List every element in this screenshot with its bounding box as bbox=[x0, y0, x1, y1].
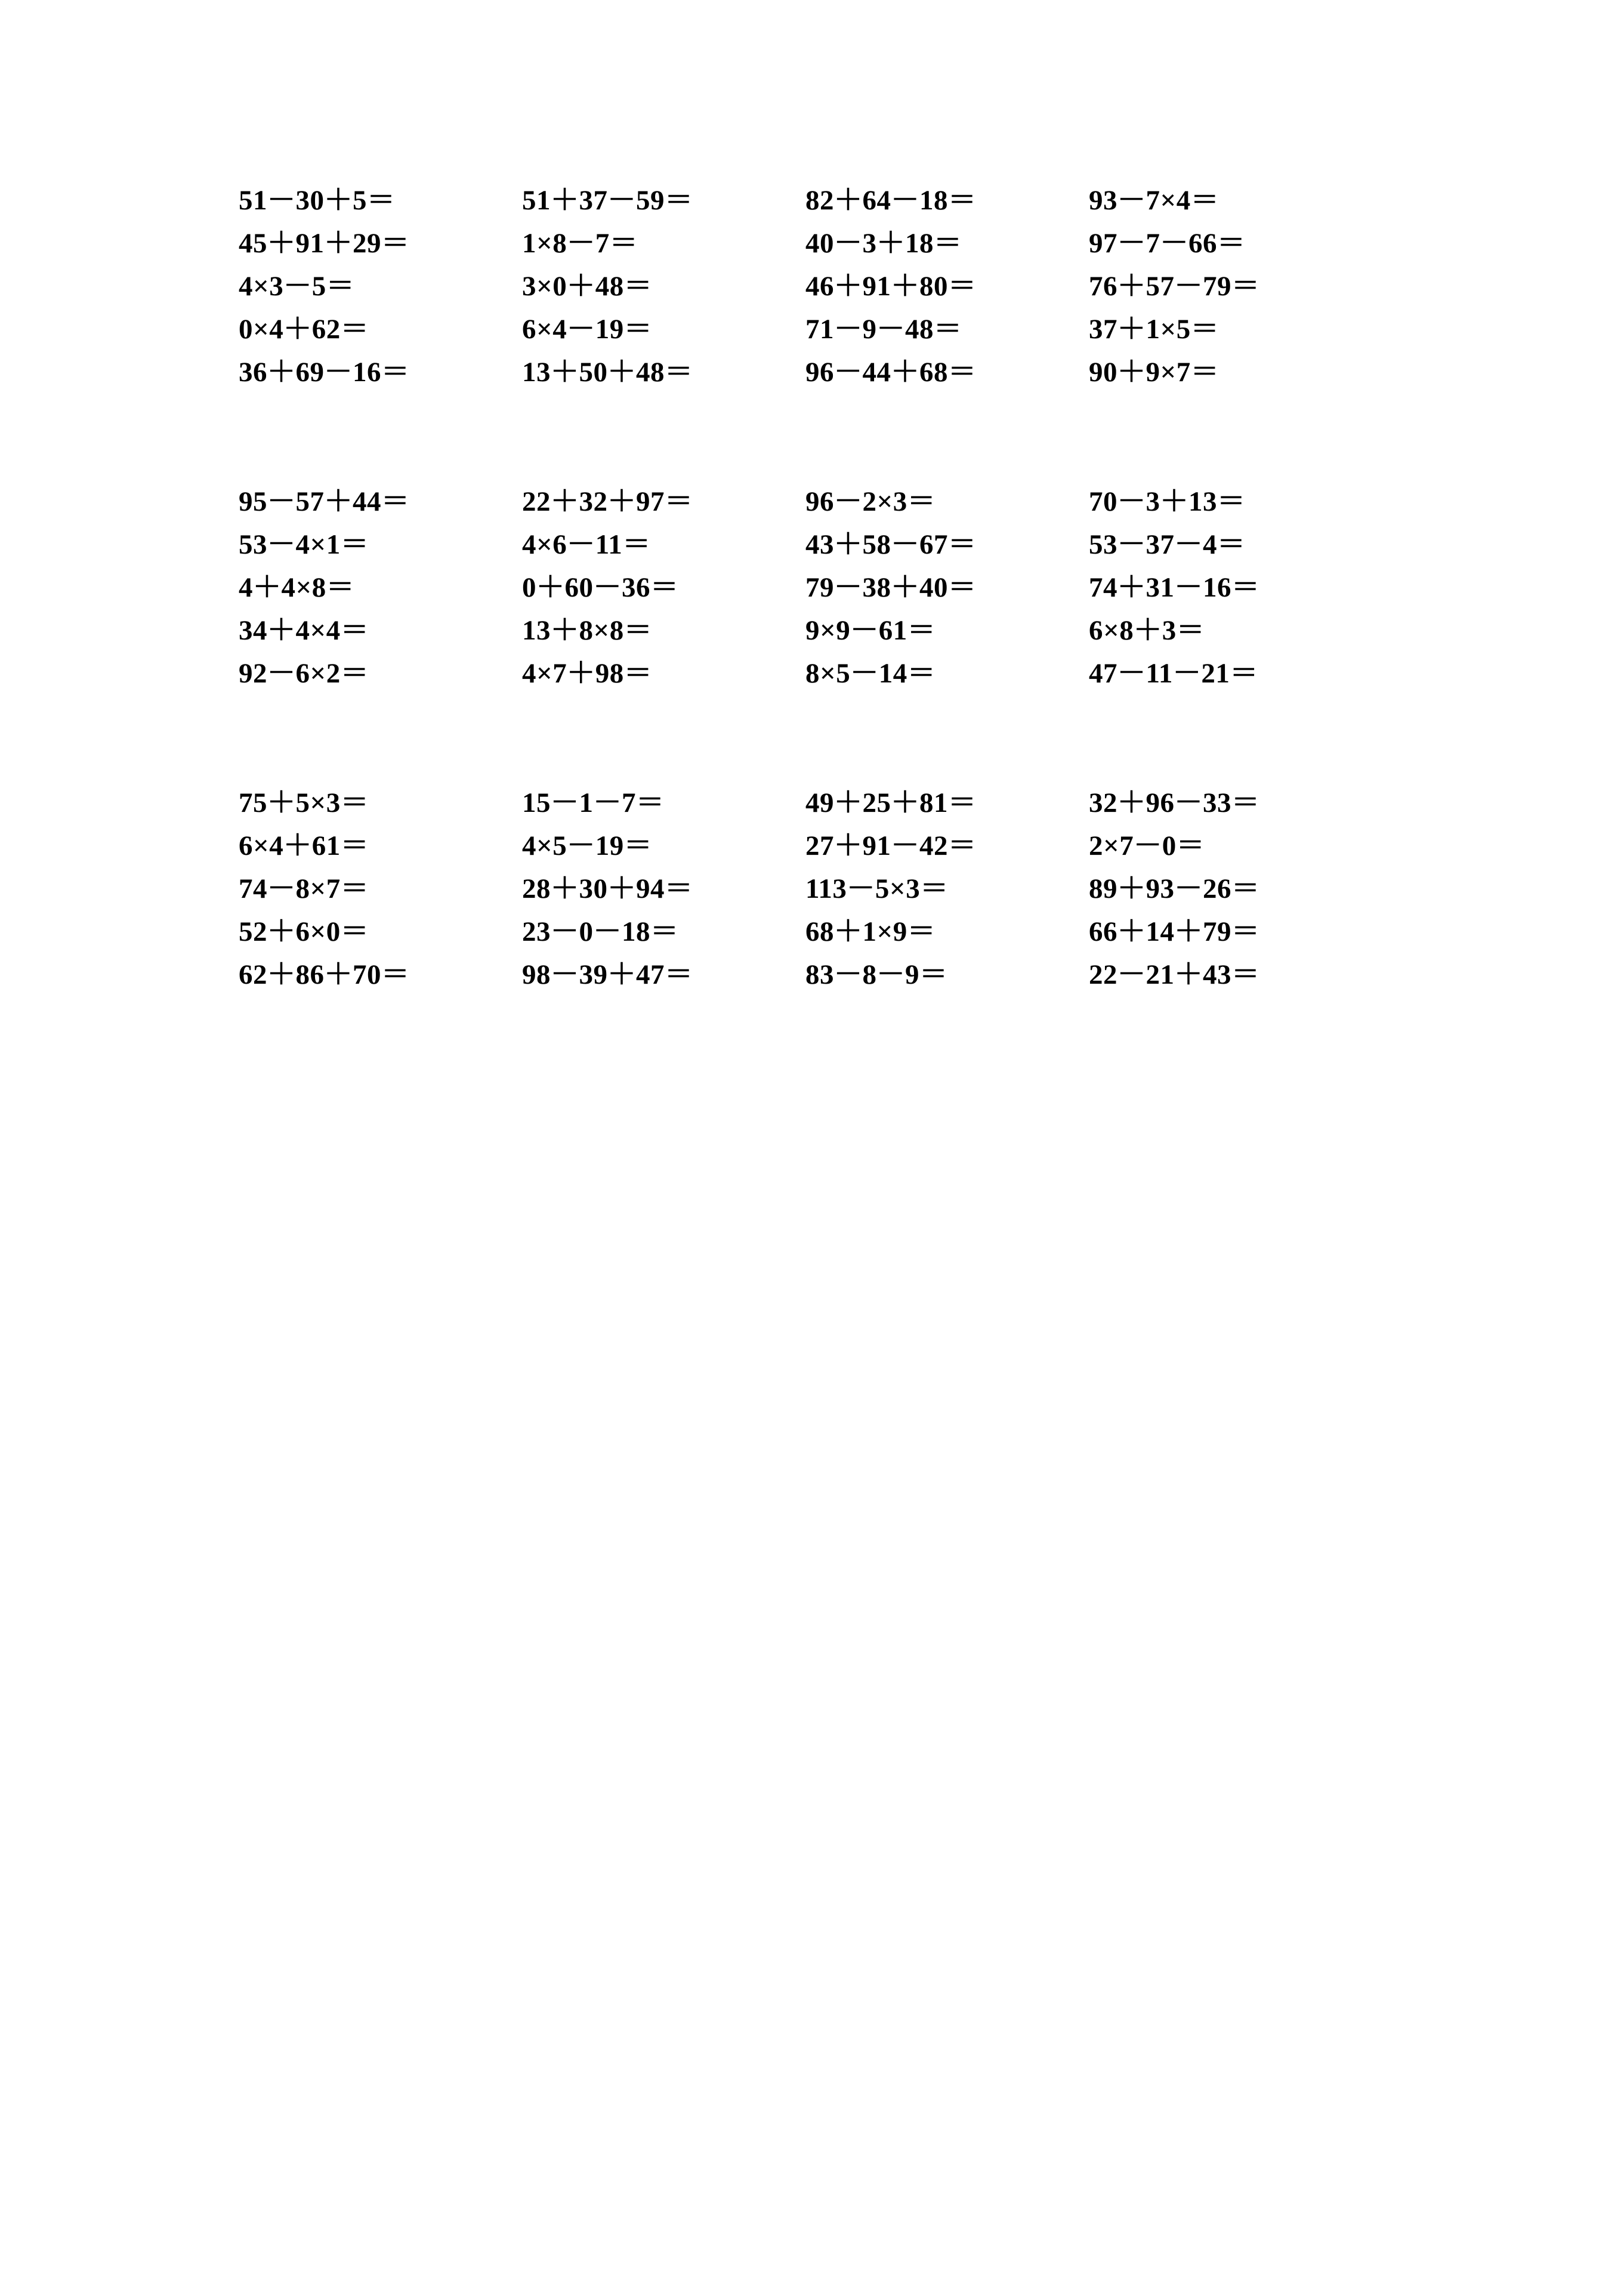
math-problem: 98－39＋47＝ bbox=[522, 959, 693, 990]
math-problem: 74－8×7＝ bbox=[239, 873, 369, 904]
math-problem: 66＋14＋79＝ bbox=[1089, 916, 1260, 947]
math-problem: 15－1－7＝ bbox=[522, 787, 665, 818]
problem-block bbox=[239, 179, 1445, 394]
math-problem: 22－21＋43＝ bbox=[1089, 959, 1260, 990]
math-problem: 2×7－0＝ bbox=[1089, 830, 1205, 861]
math-problem: 13＋50＋48＝ bbox=[522, 356, 693, 388]
math-problem: 36＋69－16＝ bbox=[239, 356, 410, 388]
math-problem: 82＋64－18＝ bbox=[805, 184, 977, 216]
math-problem: 62＋86＋70＝ bbox=[239, 959, 410, 990]
problem-sheet bbox=[239, 179, 1445, 996]
math-problem: 4×7＋98＝ bbox=[522, 657, 653, 689]
math-problem: 51＋37－59＝ bbox=[522, 184, 693, 216]
math-problem: 113－5×3＝ bbox=[805, 873, 949, 904]
math-problem: 4×3－5＝ bbox=[239, 270, 355, 302]
math-problem: 1×8－7＝ bbox=[522, 227, 638, 259]
math-problem: 6×4＋61＝ bbox=[239, 830, 369, 861]
math-problem: 27＋91－42＝ bbox=[805, 830, 977, 861]
math-problem: 90＋9×7＝ bbox=[1089, 356, 1219, 388]
math-problem: 3×0＋48＝ bbox=[522, 270, 653, 302]
math-problem: 70－3＋13＝ bbox=[1089, 486, 1246, 517]
math-problem: 76＋57－79＝ bbox=[1089, 270, 1260, 302]
math-problem: 95－57＋44＝ bbox=[239, 486, 410, 517]
math-problem: 4×5－19＝ bbox=[522, 830, 653, 861]
math-problem: 23－0－18＝ bbox=[522, 916, 679, 947]
problem-block bbox=[239, 781, 1445, 996]
math-problem: 8×5－14＝ bbox=[805, 657, 936, 689]
math-problem: 83－8－9＝ bbox=[805, 959, 948, 990]
math-problem: 97－7－66＝ bbox=[1089, 227, 1246, 259]
math-problem: 4＋4×8＝ bbox=[239, 571, 355, 603]
math-problem: 0＋60－36＝ bbox=[522, 571, 679, 603]
math-problem: 53－37－4＝ bbox=[1089, 529, 1246, 560]
math-problem: 89＋93－26＝ bbox=[1089, 873, 1260, 904]
math-problem: 0×4＋62＝ bbox=[239, 313, 369, 345]
math-problem: 49＋25＋81＝ bbox=[805, 787, 977, 818]
math-problem: 4×6－11＝ bbox=[522, 529, 651, 560]
math-problem: 22＋32＋97＝ bbox=[522, 486, 693, 517]
math-problem: 47－11－21＝ bbox=[1089, 657, 1258, 689]
math-problem: 9×9－61＝ bbox=[805, 614, 936, 646]
math-problem: 40－3＋18＝ bbox=[805, 227, 962, 259]
math-problem: 51－30＋5＝ bbox=[239, 184, 396, 216]
math-problem: 74＋31－16＝ bbox=[1089, 571, 1260, 603]
math-problem: 37＋1×5＝ bbox=[1089, 313, 1219, 345]
math-problem: 34＋4×4＝ bbox=[239, 614, 369, 646]
math-problem: 79－38＋40＝ bbox=[805, 571, 977, 603]
math-problem: 43＋58－67＝ bbox=[805, 529, 977, 560]
math-problem: 32＋96－33＝ bbox=[1089, 787, 1260, 818]
math-problem: 96－44＋68＝ bbox=[805, 356, 977, 388]
math-problem: 68＋1×9＝ bbox=[805, 916, 936, 947]
problem-block bbox=[239, 480, 1445, 695]
math-problem: 46＋91＋80＝ bbox=[805, 270, 977, 302]
math-problem: 6×8＋3＝ bbox=[1089, 614, 1205, 646]
math-problem: 92－6×2＝ bbox=[239, 657, 369, 689]
math-problem: 28＋30＋94＝ bbox=[522, 873, 693, 904]
math-problem: 53－4×1＝ bbox=[239, 529, 369, 560]
math-problem: 71－9－48＝ bbox=[805, 313, 962, 345]
math-problem: 52＋6×0＝ bbox=[239, 916, 369, 947]
math-problem: 75＋5×3＝ bbox=[239, 787, 369, 818]
math-problem: 93－7×4＝ bbox=[1089, 184, 1219, 216]
math-problem: 45＋91＋29＝ bbox=[239, 227, 410, 259]
math-problem: 96－2×3＝ bbox=[805, 486, 936, 517]
math-problem: 6×4－19＝ bbox=[522, 313, 653, 345]
math-problem: 13＋8×8＝ bbox=[522, 614, 653, 646]
